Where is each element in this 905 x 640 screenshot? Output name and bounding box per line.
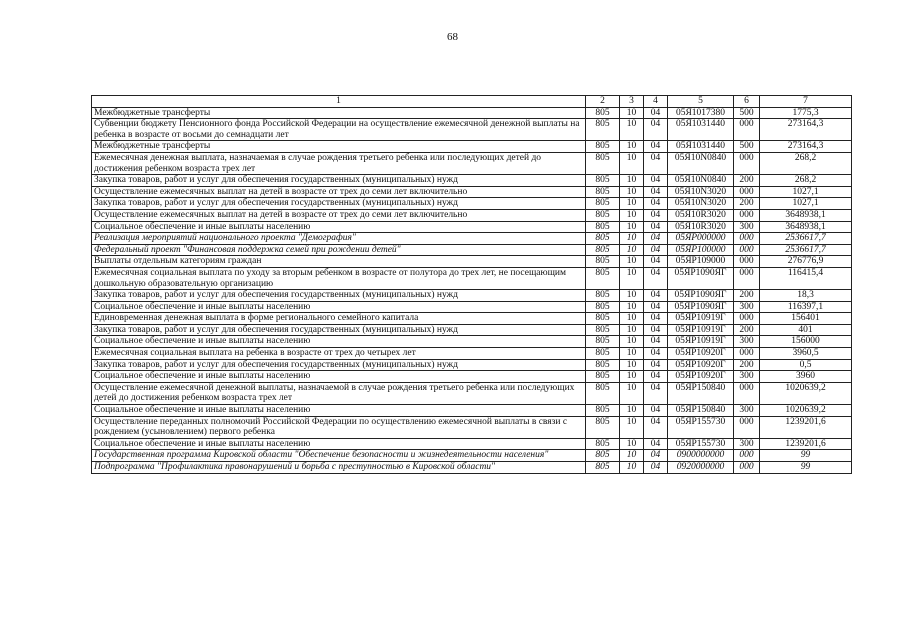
section-cell: 10 (620, 359, 644, 371)
expense-type-cell: 000 (734, 267, 760, 289)
code-cell: 805 (586, 438, 620, 450)
code-cell: 805 (586, 416, 620, 438)
header-cell: 1 (92, 96, 586, 108)
section-cell: 10 (620, 382, 644, 404)
expense-type-cell: 300 (734, 438, 760, 450)
header-cell: 6 (734, 96, 760, 108)
subsection-cell: 04 (644, 198, 668, 210)
amount-cell: 156401 (760, 313, 852, 325)
code-cell: 805 (586, 450, 620, 462)
expense-type-cell: 200 (734, 359, 760, 371)
code-cell: 805 (586, 324, 620, 336)
row-name-cell: Закупка товаров, работ и услуг для обеспечения государственных (муниципальных) нужд (92, 324, 586, 336)
expense-type-cell: 300 (734, 336, 760, 348)
table-row (92, 175, 852, 187)
subsection-cell: 04 (644, 348, 668, 360)
amount-cell: 268,2 (760, 152, 852, 174)
code-cell: 805 (586, 119, 620, 141)
amount-cell: 268,2 (760, 175, 852, 187)
row-name-cell: Ежемесячная социальная выплата по уходу за вторым ребенком в возрасте от полутора до трех лет, не посещающим дошкольную образовательную организацию (92, 267, 586, 289)
amount-cell: 1020639,2 (760, 382, 852, 404)
section-cell: 10 (620, 221, 644, 233)
section-cell: 10 (620, 152, 644, 174)
table-row (92, 382, 852, 404)
target-article-cell: 05Я1031440 (668, 141, 734, 153)
header-cell: 2 (586, 96, 620, 108)
row-name-cell: Подпрограмма "Профилактика правонарушений и борьба с преступностью в Кировской области" (92, 462, 586, 474)
amount-cell: 3648938,1 (760, 221, 852, 233)
target-article-cell: 05Я10N0840 (668, 152, 734, 174)
table-row (92, 267, 852, 289)
section-cell: 10 (620, 416, 644, 438)
amount-cell: 1020639,2 (760, 405, 852, 417)
row-name-cell: Закупка товаров, работ и услуг для обеспечения государственных (муниципальных) нужд (92, 175, 586, 187)
code-cell: 805 (586, 244, 620, 256)
section-cell: 10 (620, 450, 644, 462)
subsection-cell: 04 (644, 450, 668, 462)
section-cell: 10 (620, 336, 644, 348)
table-row (92, 244, 852, 256)
target-article-cell: 05Я10N3020 (668, 186, 734, 198)
subsection-cell: 04 (644, 336, 668, 348)
amount-cell: 273164,3 (760, 119, 852, 141)
expense-type-cell: 300 (734, 405, 760, 417)
subsection-cell: 04 (644, 301, 668, 313)
expense-type-cell: 000 (734, 186, 760, 198)
table-row (92, 462, 852, 474)
section-cell: 10 (620, 438, 644, 450)
code-cell: 805 (586, 290, 620, 302)
section-cell: 10 (620, 244, 644, 256)
expense-type-cell: 000 (734, 462, 760, 474)
row-name-cell: Социальное обеспечение и иные выплаты населению (92, 301, 586, 313)
expense-type-cell: 000 (734, 348, 760, 360)
expense-type-cell: 000 (734, 450, 760, 462)
subsection-cell: 04 (644, 290, 668, 302)
section-cell: 10 (620, 141, 644, 153)
amount-cell: 2536617,7 (760, 244, 852, 256)
section-cell: 10 (620, 348, 644, 360)
subsection-cell: 04 (644, 438, 668, 450)
amount-cell: 2536617,7 (760, 233, 852, 245)
header-cell: 4 (644, 96, 668, 108)
target-article-cell: 05Я10N0840 (668, 175, 734, 187)
row-name-cell: Осуществление ежемесячных выплат на детей в возрасте от трех до семи лет включительно (92, 209, 586, 221)
code-cell: 805 (586, 141, 620, 153)
section-cell: 10 (620, 175, 644, 187)
section-cell: 10 (620, 119, 644, 141)
expense-type-cell: 000 (734, 209, 760, 221)
section-cell: 10 (620, 301, 644, 313)
table-row (92, 359, 852, 371)
row-name-cell: Реализация мероприятий национального проекта "Демография" (92, 233, 586, 245)
expense-type-cell: 000 (734, 382, 760, 404)
code-cell: 805 (586, 107, 620, 119)
subsection-cell: 04 (644, 382, 668, 404)
code-cell: 805 (586, 186, 620, 198)
table-row (92, 371, 852, 383)
target-article-cell: 05ЯР000000 (668, 233, 734, 245)
amount-cell: 1239201,6 (760, 416, 852, 438)
expense-type-cell: 000 (734, 119, 760, 141)
subsection-cell: 04 (644, 186, 668, 198)
table-row (92, 301, 852, 313)
row-name-cell: Субвенции бюджету Пенсионного фонда Российской Федерации на осуществление ежемесячной денежной выплаты на ребенка в возрасте от восьми до семнадцати лет (92, 119, 586, 141)
amount-cell: 99 (760, 462, 852, 474)
subsection-cell: 04 (644, 371, 668, 383)
table-row (92, 336, 852, 348)
target-article-cell: 05Я1031440 (668, 119, 734, 141)
target-article-cell: 05ЯР150840 (668, 405, 734, 417)
expense-type-cell: 500 (734, 107, 760, 119)
expense-type-cell: 000 (734, 244, 760, 256)
subsection-cell: 04 (644, 244, 668, 256)
code-cell: 805 (586, 221, 620, 233)
row-name-cell: Межбюджетные трансферты (92, 141, 586, 153)
section-cell: 10 (620, 462, 644, 474)
section-cell: 10 (620, 371, 644, 383)
header-cell: 5 (668, 96, 734, 108)
target-article-cell: 05ЯР1090ЯГ (668, 290, 734, 302)
table-row (92, 152, 852, 174)
section-cell: 10 (620, 313, 644, 325)
code-cell: 805 (586, 256, 620, 268)
amount-cell: 3960,5 (760, 348, 852, 360)
target-article-cell: 05ЯР150840 (668, 382, 734, 404)
subsection-cell: 04 (644, 405, 668, 417)
code-cell: 805 (586, 198, 620, 210)
code-cell: 805 (586, 233, 620, 245)
subsection-cell: 04 (644, 256, 668, 268)
row-name-cell: Ежемесячная социальная выплата на ребенка в возрасте от трех до четырех лет (92, 348, 586, 360)
header-cell: 3 (620, 96, 644, 108)
section-cell: 10 (620, 290, 644, 302)
table-row (92, 141, 852, 153)
code-cell: 805 (586, 348, 620, 360)
amount-cell: 1239201,6 (760, 438, 852, 450)
amount-cell: 116397,1 (760, 301, 852, 313)
row-name-cell: Закупка товаров, работ и услуг для обеспечения государственных (муниципальных) нужд (92, 359, 586, 371)
section-cell: 10 (620, 186, 644, 198)
target-article-cell: 05ЯР10920Г (668, 359, 734, 371)
table-row (92, 450, 852, 462)
budget-table (91, 95, 852, 474)
amount-cell: 1027,1 (760, 186, 852, 198)
table-row (92, 221, 852, 233)
code-cell: 805 (586, 313, 620, 325)
row-name-cell: Межбюджетные трансферты (92, 107, 586, 119)
table-row (92, 119, 852, 141)
code-cell: 805 (586, 371, 620, 383)
row-name-cell: Осуществление переданных полномочий Российской Федерации по осуществлению ежемесячной выплаты в связи с рождением (усыновлением) первого ребенка (92, 416, 586, 438)
table-row (92, 405, 852, 417)
table-row (92, 186, 852, 198)
subsection-cell: 04 (644, 416, 668, 438)
table-row (92, 107, 852, 119)
section-cell: 10 (620, 324, 644, 336)
table-row (92, 233, 852, 245)
target-article-cell: 05ЯР10920Г (668, 371, 734, 383)
table-row (92, 313, 852, 325)
subsection-cell: 04 (644, 313, 668, 325)
target-article-cell: 05ЯР10919Г (668, 336, 734, 348)
header-cell: 7 (760, 96, 852, 108)
target-article-cell: 05ЯР155730 (668, 416, 734, 438)
section-cell: 10 (620, 198, 644, 210)
expense-type-cell: 300 (734, 371, 760, 383)
subsection-cell: 04 (644, 267, 668, 289)
code-cell: 805 (586, 462, 620, 474)
page-number: 68 (447, 31, 458, 43)
amount-cell: 401 (760, 324, 852, 336)
code-cell: 805 (586, 152, 620, 174)
subsection-cell: 04 (644, 221, 668, 233)
row-name-cell: Федеральный проект "Финансовая поддержка семей при рождении детей" (92, 244, 586, 256)
amount-cell: 1027,1 (760, 198, 852, 210)
amount-cell: 276776,9 (760, 256, 852, 268)
target-article-cell: 05ЯР10919Г (668, 324, 734, 336)
subsection-cell: 04 (644, 233, 668, 245)
subsection-cell: 04 (644, 107, 668, 119)
expense-type-cell: 000 (734, 233, 760, 245)
expense-type-cell: 000 (734, 313, 760, 325)
target-article-cell: 05Я10R3020 (668, 209, 734, 221)
table-row (92, 438, 852, 450)
subsection-cell: 04 (644, 152, 668, 174)
section-cell: 10 (620, 107, 644, 119)
row-name-cell: Единовременная денежная выплата в форме регионального семейного капитала (92, 313, 586, 325)
target-article-cell: 05ЯР155730 (668, 438, 734, 450)
expense-type-cell: 000 (734, 152, 760, 174)
target-article-cell: 05Я1017380 (668, 107, 734, 119)
code-cell: 805 (586, 382, 620, 404)
code-cell: 805 (586, 359, 620, 371)
table-row (92, 256, 852, 268)
target-article-cell: 0900000000 (668, 450, 734, 462)
expense-type-cell: 200 (734, 198, 760, 210)
row-name-cell: Закупка товаров, работ и услуг для обеспечения государственных (муниципальных) нужд (92, 290, 586, 302)
expense-type-cell: 200 (734, 175, 760, 187)
code-cell: 805 (586, 209, 620, 221)
section-cell: 10 (620, 233, 644, 245)
table-row (92, 416, 852, 438)
target-article-cell: 05ЯР100000 (668, 244, 734, 256)
table-row (92, 290, 852, 302)
row-name-cell: Ежемесячная денежная выплата, назначаемая в случае рождения третьего ребенка или последующих детей до достижения ребенком возраста трех лет (92, 152, 586, 174)
row-name-cell: Государственная программа Кировской области "Обеспечение безопасности и жизнедеятельности населения" (92, 450, 586, 462)
code-cell: 805 (586, 336, 620, 348)
section-cell: 10 (620, 209, 644, 221)
target-article-cell: 05Я10R3020 (668, 221, 734, 233)
table-header-row (92, 96, 852, 108)
subsection-cell: 04 (644, 119, 668, 141)
subsection-cell: 04 (644, 462, 668, 474)
section-cell: 10 (620, 267, 644, 289)
target-article-cell: 05ЯР1090ЯГ (668, 267, 734, 289)
row-name-cell: Социальное обеспечение и иные выплаты населению (92, 438, 586, 450)
section-cell: 10 (620, 256, 644, 268)
amount-cell: 3960 (760, 371, 852, 383)
row-name-cell: Закупка товаров, работ и услуг для обеспечения государственных (муниципальных) нужд (92, 198, 586, 210)
expense-type-cell: 500 (734, 141, 760, 153)
row-name-cell: Социальное обеспечение и иные выплаты населению (92, 221, 586, 233)
code-cell: 805 (586, 405, 620, 417)
target-article-cell: 05ЯР1090ЯГ (668, 301, 734, 313)
section-cell: 10 (620, 405, 644, 417)
amount-cell: 0,5 (760, 359, 852, 371)
expense-type-cell: 000 (734, 416, 760, 438)
subsection-cell: 04 (644, 209, 668, 221)
row-name-cell: Выплаты отдельным категориям граждан (92, 256, 586, 268)
row-name-cell: Осуществление ежемесячной денежной выплаты, назначаемой в случае рождения третьего ребенка или последующих детей до достижения ребенком возраста трех лет (92, 382, 586, 404)
row-name-cell: Социальное обеспечение и иные выплаты населению (92, 336, 586, 348)
code-cell: 805 (586, 175, 620, 187)
expense-type-cell: 300 (734, 221, 760, 233)
table-row (92, 348, 852, 360)
subsection-cell: 04 (644, 141, 668, 153)
expense-type-cell: 000 (734, 256, 760, 268)
row-name-cell: Социальное обеспечение и иные выплаты населению (92, 371, 586, 383)
target-article-cell: 0920000000 (668, 462, 734, 474)
amount-cell: 273164,3 (760, 141, 852, 153)
table-row (92, 324, 852, 336)
amount-cell: 99 (760, 450, 852, 462)
subsection-cell: 04 (644, 175, 668, 187)
amount-cell: 156000 (760, 336, 852, 348)
row-name-cell: Социальное обеспечение и иные выплаты населению (92, 405, 586, 417)
subsection-cell: 04 (644, 324, 668, 336)
expense-type-cell: 300 (734, 301, 760, 313)
code-cell: 805 (586, 267, 620, 289)
subsection-cell: 04 (644, 359, 668, 371)
amount-cell: 18,3 (760, 290, 852, 302)
table-row (92, 209, 852, 221)
expense-type-cell: 200 (734, 324, 760, 336)
amount-cell: 3648938,1 (760, 209, 852, 221)
target-article-cell: 05ЯР10920Г (668, 348, 734, 360)
target-article-cell: 05ЯР109000 (668, 256, 734, 268)
code-cell: 805 (586, 301, 620, 313)
target-article-cell: 05ЯР10919Г (668, 313, 734, 325)
row-name-cell: Осуществление ежемесячных выплат на детей в возрасте от трех до семи лет включительно (92, 186, 586, 198)
table-row (92, 198, 852, 210)
expense-type-cell: 200 (734, 290, 760, 302)
amount-cell: 1775,3 (760, 107, 852, 119)
target-article-cell: 05Я10N3020 (668, 198, 734, 210)
amount-cell: 116415,4 (760, 267, 852, 289)
